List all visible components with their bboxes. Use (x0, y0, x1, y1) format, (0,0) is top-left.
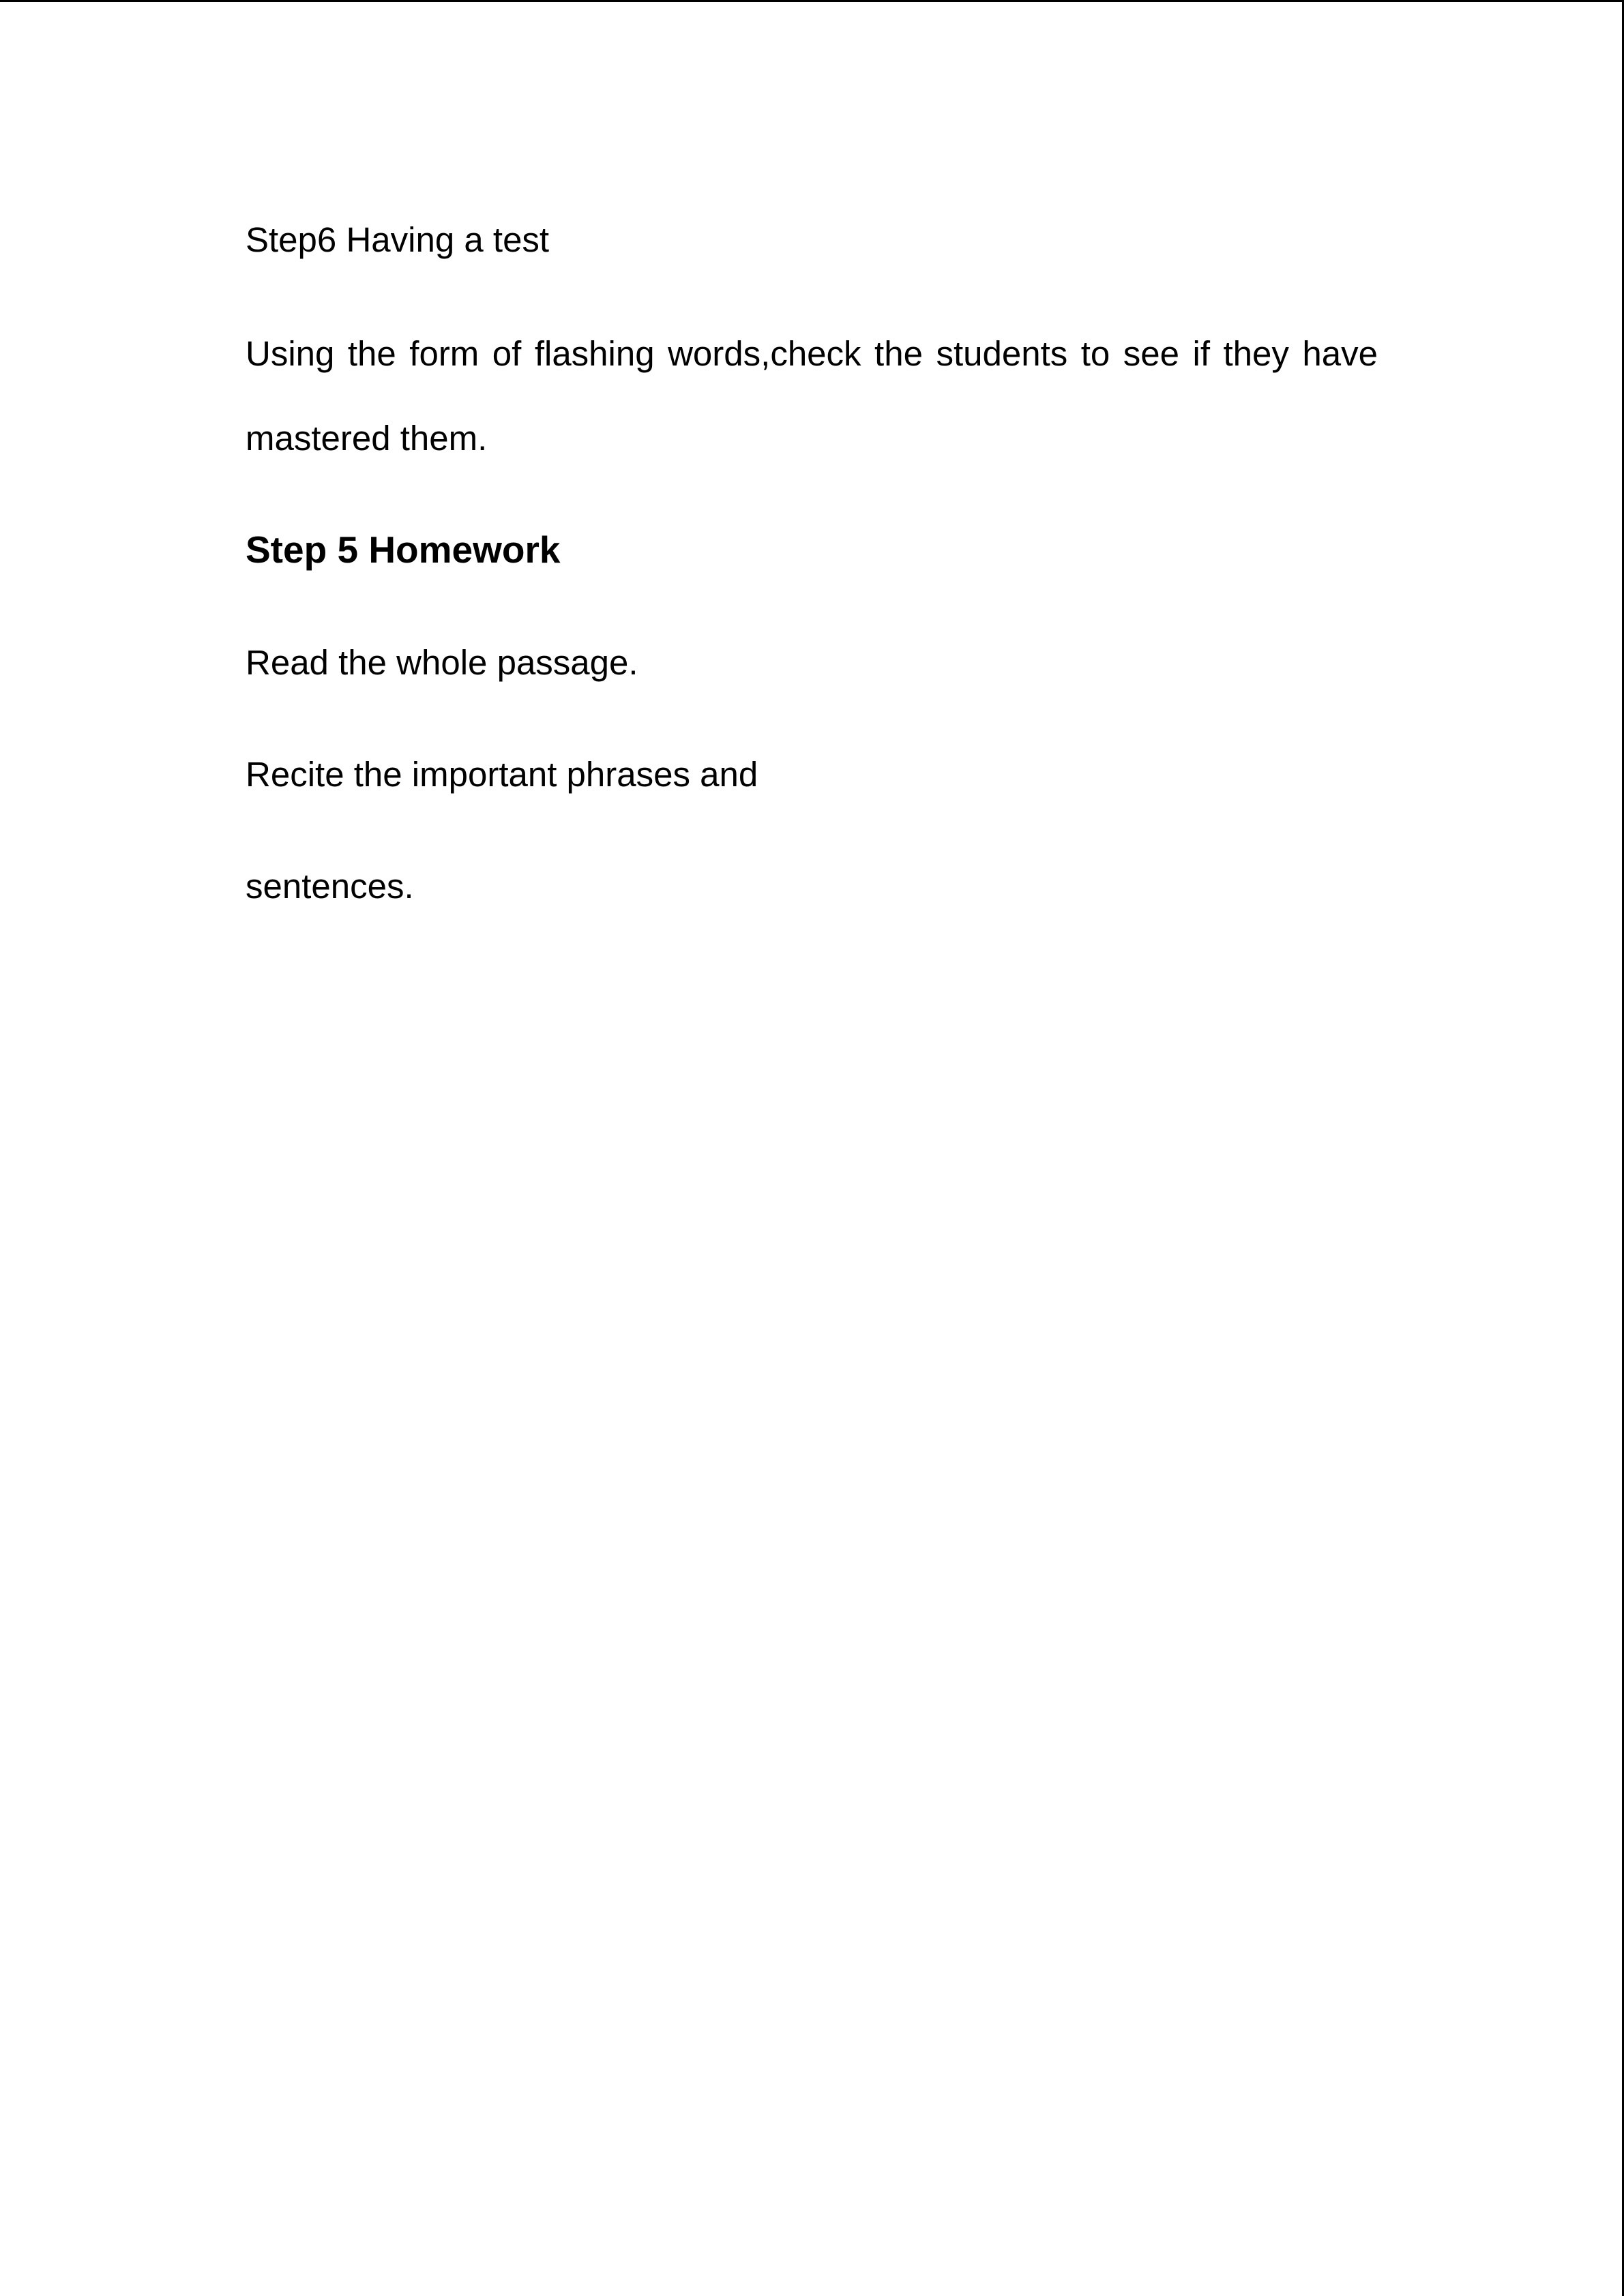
homework-line-3: sentences. (246, 867, 414, 906)
step5-heading: Step 5 Homework (246, 528, 561, 571)
step6-title: Step6 Having a test (246, 220, 550, 259)
step6-body-paragraph: Using the form of flashing words,check the students to see if they have mastered them. (246, 334, 1378, 458)
homework-line-2: Recite the important phrases and (246, 755, 758, 794)
homework-line-1: Read the whole passage. (246, 643, 638, 682)
